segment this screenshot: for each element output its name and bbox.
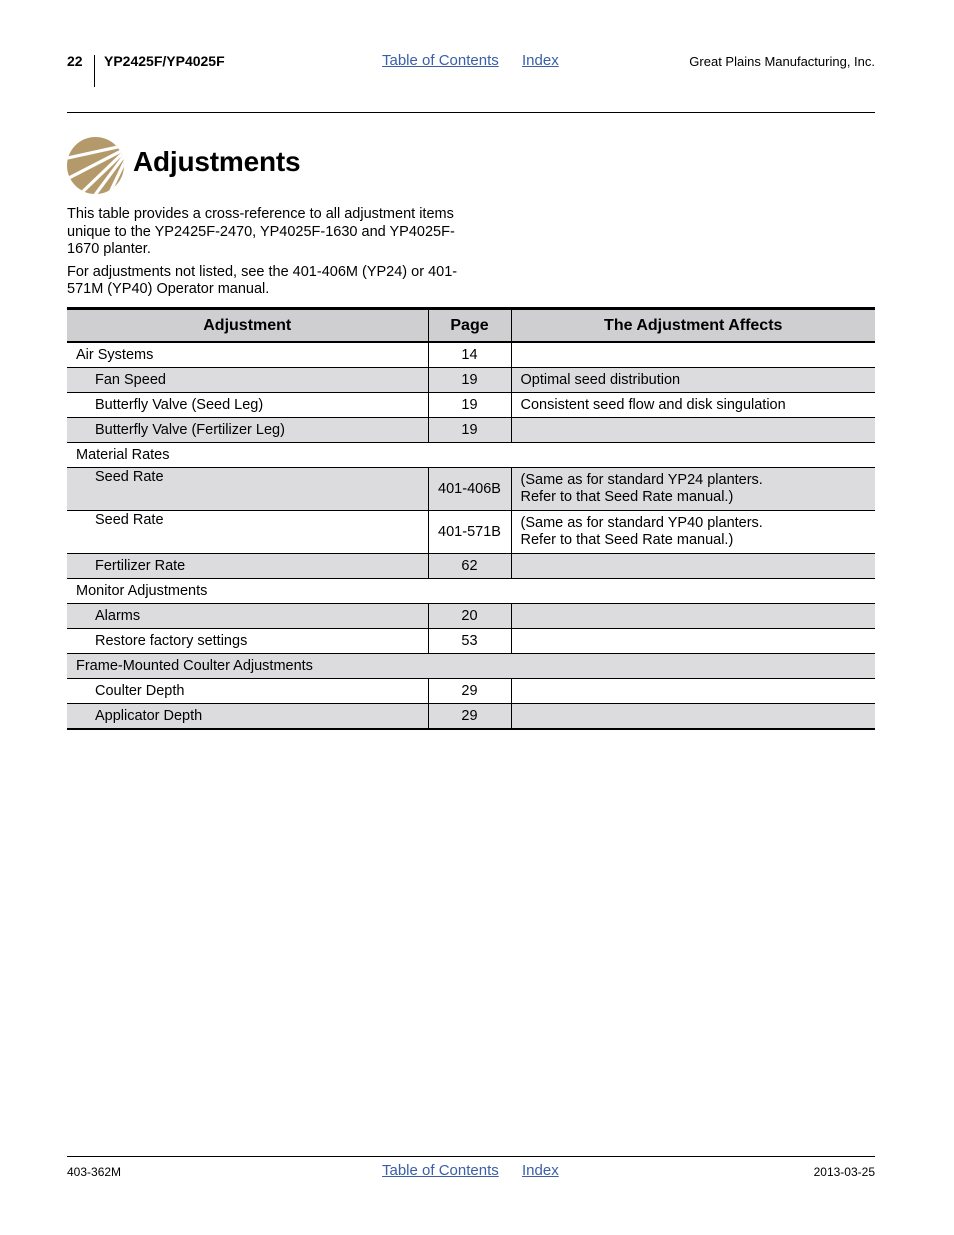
document-date: 2013-03-25 — [813, 1165, 875, 1179]
table-row — [67, 342, 875, 368]
affects-cell — [511, 604, 875, 629]
table-row — [67, 468, 875, 511]
table-row — [67, 554, 875, 579]
table-row — [67, 511, 875, 554]
adjustment-cell: Butterfly Valve (Fertilizer Leg) — [67, 418, 428, 443]
group-heading-cell: Material Rates — [67, 443, 875, 468]
page-cell: 401-406B — [428, 468, 511, 511]
page-cell: 401-571B — [428, 511, 511, 554]
adjustments-table — [67, 307, 875, 730]
header-toc-link[interactable]: Table of Contents — [382, 52, 499, 69]
great-plains-logo-icon — [67, 137, 124, 194]
page-title: Adjustments — [133, 146, 301, 177]
affects-line: Refer to that Seed Rate manual.) — [520, 489, 734, 505]
adjustment-cell: Coulter Depth — [67, 679, 428, 704]
table-header-row — [67, 309, 875, 343]
page-cell: 19 — [428, 393, 511, 418]
table-row — [67, 393, 875, 418]
affects-cell: Optimal seed distribution — [511, 368, 875, 393]
affects-cell — [511, 629, 875, 654]
column-header-affects: The Adjustment Affects — [511, 309, 875, 343]
intro-text — [67, 206, 467, 304]
table-group-row — [67, 654, 875, 679]
affects-cell — [511, 468, 875, 511]
page-cell: 19 — [428, 368, 511, 393]
adjustment-cell: Butterfly Valve (Seed Leg) — [67, 393, 428, 418]
document-number: 403-362M — [67, 1165, 122, 1179]
table-row — [67, 679, 875, 704]
affects-cell — [511, 418, 875, 443]
table-row — [67, 418, 875, 443]
adjustment-cell: Fan Speed — [67, 368, 428, 393]
table-row — [67, 604, 875, 629]
table-group-row — [67, 443, 875, 468]
header-index-link[interactable]: Index — [522, 52, 559, 69]
page-cell: 20 — [428, 604, 511, 629]
model-name: YP2425F/YP4025F — [104, 53, 225, 69]
affects-cell — [511, 704, 875, 730]
footer-index-link[interactable]: Index — [522, 1162, 559, 1179]
table-row — [67, 704, 875, 730]
affects-cell: Consistent seed flow and disk singulation — [511, 393, 875, 418]
table-row — [67, 368, 875, 393]
footer-rule — [67, 1156, 875, 1157]
affects-cell — [511, 679, 875, 704]
adjustment-cell: Applicator Depth — [67, 704, 428, 730]
affects-cell — [511, 554, 875, 579]
page-cell: 62 — [428, 554, 511, 579]
adjustment-cell: Air Systems — [67, 342, 428, 368]
adjustment-cell: Restore factory settings — [67, 629, 428, 654]
group-heading-cell: Monitor Adjustments — [67, 579, 875, 604]
intro-paragraph: For adjustments not listed, see the 401-406M (YP24) or 401-571M (YP40) Operator manual. — [67, 263, 458, 297]
header-divider — [94, 55, 95, 87]
footer-toc-link[interactable]: Table of Contents — [382, 1162, 499, 1179]
affects-cell — [511, 342, 875, 368]
column-header-page: Page — [428, 309, 511, 343]
header-rule — [67, 112, 875, 113]
affects-line: Refer to that Seed Rate manual.) — [520, 532, 734, 548]
group-heading-cell: Frame-Mounted Coulter Adjustments — [67, 654, 875, 679]
table-row — [67, 629, 875, 654]
table-group-row — [67, 579, 875, 604]
adjustment-cell: Fertilizer Rate — [67, 554, 428, 579]
page-cell: 29 — [428, 679, 511, 704]
page-cell: 53 — [428, 629, 511, 654]
page-cell: 29 — [428, 704, 511, 730]
affects-line: (Same as for standard YP24 planters. — [520, 472, 763, 488]
adjustment-cell: Alarms — [67, 604, 428, 629]
page-number: 22 — [67, 53, 83, 69]
affects-cell — [511, 511, 875, 554]
adjustment-cell: Seed Rate — [67, 511, 428, 554]
intro-paragraph: This table provides a cross-reference to all adjustment items unique to the YP2425F-2470, YP4025F-1630 and YP4025F-1670 planter. — [67, 206, 455, 257]
company-name: Great Plains Manufacturing, Inc. — [689, 54, 875, 69]
page-cell: 19 — [428, 418, 511, 443]
adjustment-cell: Seed Rate — [67, 468, 428, 511]
column-header-adjustment: Adjustment — [67, 309, 428, 343]
affects-line: (Same as for standard YP40 planters. — [520, 515, 763, 531]
page-cell: 14 — [428, 342, 511, 368]
